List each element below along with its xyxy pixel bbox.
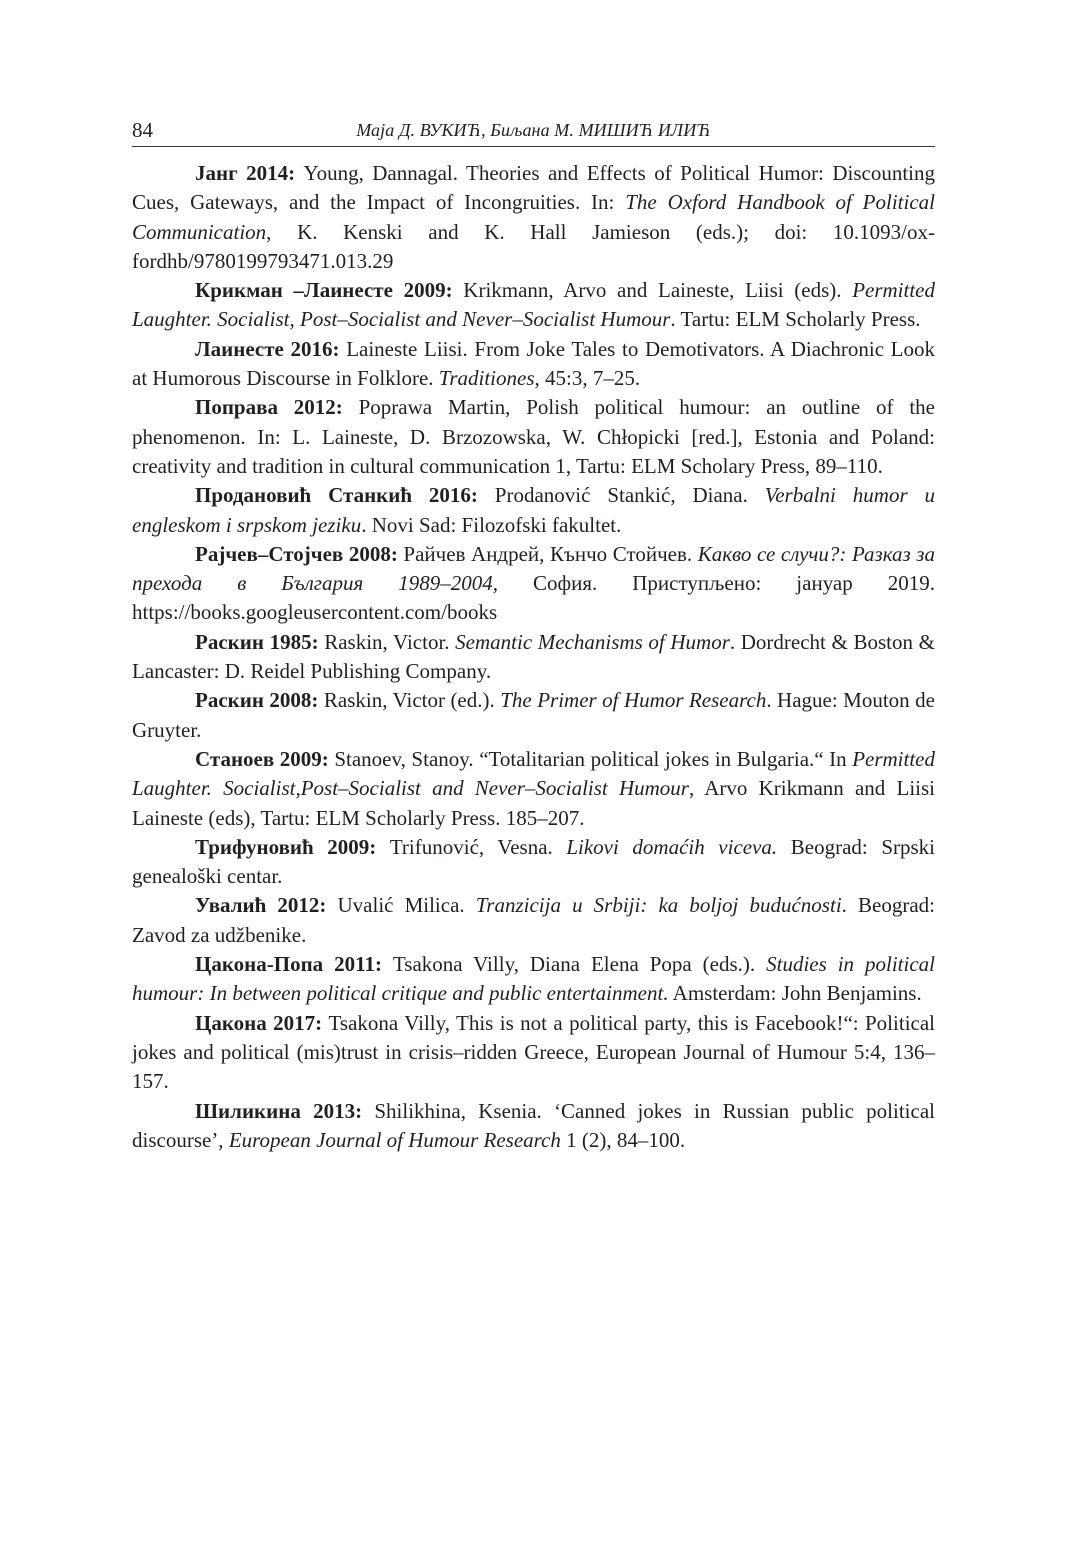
reference-entry (132, 159, 935, 276)
reference-text: Raskin, Victor (ed.). (318, 688, 501, 713)
reference-text: . Novi Sad: Filozofski fakultet. (361, 512, 622, 537)
page-number: 84 (132, 118, 153, 142)
reference-key: Цакона 2017: (195, 1010, 323, 1035)
reference-text: , Arvo Krikmann and Liisi Laineste (eds), Tartu: ELM Scholarly Press. 185–207. (132, 776, 935, 830)
reference-key: Раскин 1985: (195, 629, 319, 654)
reference-text: Poprawa Martin, Polish political humour: an outline of the phenomenon. In: L. Laineste, D. Brzozowska, W. Chłopicki [red.], Estonia and Poland: creativity and tradition in cultural communication 1, Tartu: ELM Scholary Press, 89–110. (132, 395, 935, 478)
reference-text: Shilikhina, Ksenia. ‘Canned jokes in Russian public political discourse’, (132, 1098, 935, 1152)
reference-text: Laineste Liisi. From Joke Tales to Demotivators. A Diachronic Look at Humorous Discourse in Folklore. (132, 336, 935, 391)
reference-text: Young, Dannagal. Theories and Effects of Political Humor: Discounting Cues, Gateways, and the Impact of Incongruities. In: (132, 161, 935, 215)
reference-text: Amsterdam: John Benjamins. (668, 981, 922, 1006)
page (132, 112, 935, 1155)
reference-text: Райчев Андрей, Кънчо Стойчев. (397, 541, 698, 566)
reference-text: Uvalić Milica. (326, 893, 476, 918)
reference-title: The Oxford Handbook of Political Communication (132, 190, 935, 244)
reference-entry (132, 891, 935, 950)
reference-title: Traditiones (438, 366, 535, 391)
running-head-title: Маја Д. ВУКИЋ, Биљана М. МИШИЋ ИЛИЋ (356, 120, 711, 140)
reference-title: Studies in political humour: In between political critique and public entertainment. (132, 952, 935, 1006)
reference-text: 1 (2), 84–100. (560, 1127, 686, 1152)
reference-text: Beograd: Srpski genealoški centar. (132, 834, 935, 889)
reference-key: Продановић Станкић 2016: (195, 483, 478, 508)
running-head (132, 112, 935, 147)
reference-key: Цакона-Попа 2011: (195, 952, 382, 977)
reference-text: , K. Kenski and K. Hall Jamieson (eds.); doi: 10.1093/oxfordhb/9780199793471.013.29 (132, 219, 935, 273)
reference-text: София. Приступљено: јануар 2019. https://books.googleusercontent.com/books (132, 571, 935, 625)
reference-title: Permitted Laughter. Socialist, Post–Socialist and Never–Socialist Humour (132, 278, 935, 332)
reference-entry (132, 276, 935, 335)
reference-text: . Dordrecht & Boston & Lancaster: D. Reidel Publishing Company. (132, 629, 935, 684)
reference-text: Krikmann, Arvo and Laineste, Liisi (eds). (452, 278, 853, 303)
reference-entry (132, 1097, 935, 1156)
reference-text: Stanoev, Stanoy. “Totalitarian political jokes in Bulgaria.“ In (328, 746, 853, 771)
reference-key: Лаинесте 2016: (195, 336, 340, 361)
reference-entry (132, 1009, 935, 1097)
reference-text: Tsakona Villy, Diana Elena Popa (eds.). (381, 952, 767, 977)
reference-title: Какво се случи?: Разказ за прехода в България 1989–2004, (132, 541, 935, 596)
reference-list (132, 159, 935, 1155)
reference-title: Tranzicija u Srbiji: ka boljoj budućnosti (475, 893, 842, 918)
reference-key: Раскин 2008: (195, 688, 319, 713)
reference-entry (132, 745, 935, 833)
reference-entry (132, 950, 935, 1009)
reference-text: Raskin, Victor. (318, 629, 456, 654)
reference-text: Tsakona Villy, This is not a political party, this is Facebook!“: Political jokes and political (mis)trust in crisis–ridden Greece, European Journal of Humour 5:4, 136–157. (132, 1010, 936, 1094)
reference-key: Шиликина 2013: (195, 1098, 363, 1123)
reference-text: , 45:3, 7–25. (534, 366, 641, 391)
reference-key: Крикман –Лаинесте 2009: (195, 278, 453, 303)
reference-text: Prodanović Stankić, Diana. (477, 483, 765, 508)
reference-key: Трифуновић 2009: (195, 834, 377, 859)
reference-entry (132, 393, 935, 481)
reference-title: Likovi domaćih viceva. (566, 834, 778, 859)
reference-text: . Tartu: ELM Scholarly Press. (670, 307, 921, 332)
reference-key: Јанг 2014: (195, 161, 296, 185)
reference-text: . Hague: Mouton de Gruyter. (132, 688, 935, 742)
reference-entry (132, 481, 935, 540)
reference-text: . Beograd: Zavod za udžbenike. (132, 893, 935, 947)
reference-text: Trifunović, Vesna. (376, 834, 567, 859)
reference-entry (132, 335, 935, 394)
reference-key: Увалић 2012: (195, 893, 327, 918)
reference-title: European Journal of Humour Research (228, 1127, 561, 1152)
reference-entry (132, 540, 935, 628)
reference-entry (132, 628, 935, 687)
reference-title: Permitted Laughter. Socialist,Post–Socialist and Never–Socialist Humour (132, 746, 935, 801)
reference-key: Рајчев–Стојчев 2008: (195, 541, 398, 566)
reference-title: Verbalni humor u engleskom i srpskom jeziku (132, 483, 935, 537)
reference-title: The Primer of Humor Research (500, 688, 767, 713)
reference-entry (132, 833, 935, 892)
reference-key: Станоев 2009: (195, 746, 329, 771)
reference-entry (132, 686, 935, 745)
reference-title: Semantic Mechanisms of Humor (455, 629, 730, 654)
reference-key: Поправа 2012: (195, 395, 343, 420)
